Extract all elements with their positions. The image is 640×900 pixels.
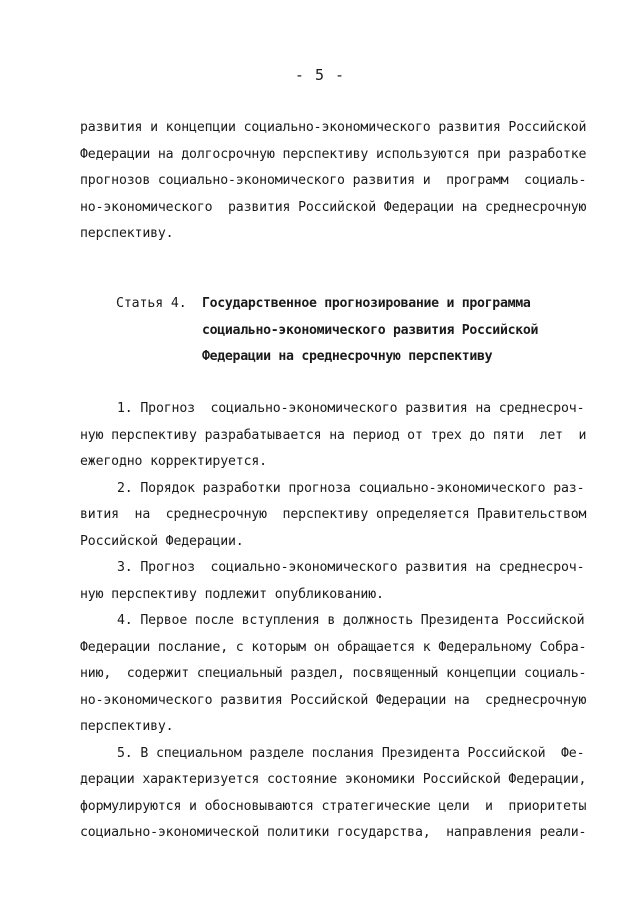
- article-label: Статья 4.: [116, 296, 187, 311]
- article-title-line: Государственное прогнозирование и программа: [202, 296, 531, 311]
- intro-paragraph: [80, 115, 587, 248]
- text-line: 5. В специальном разделе послания Президента Российской Фе-: [117, 745, 585, 761]
- text-line: ную перспективу подлежит опубликованию.: [80, 586, 384, 602]
- paragraph-5: [80, 741, 587, 847]
- text-line: 2. Порядок разработки прогноза социально-экономического раз-: [117, 480, 585, 496]
- text-line: формулируются и обосновываются стратегические цели и приоритеты: [80, 798, 587, 814]
- paragraph-2: [80, 476, 587, 556]
- text-line: развития и концепции социально-экономического развития Российской: [80, 120, 587, 135]
- paragraph-1: [80, 396, 587, 476]
- text-line: но-экономического развития Российской Федерации на среднесрочную: [80, 692, 587, 708]
- text-line: Федерации на долгосрочную перспективу используются при разработке: [80, 146, 587, 162]
- text-line: вития на среднесрочную перспективу определяется Правительством: [80, 507, 587, 522]
- article-title-line: социально-экономического развития Российской: [202, 322, 539, 338]
- text-line: ежегодно корректируется.: [80, 454, 267, 469]
- text-line: социально-экономической политики государства, направления реали-: [80, 825, 587, 840]
- paragraph-4: [80, 608, 587, 741]
- text-line: дерации характеризуется состояние экономики Российской Федерации,: [80, 772, 587, 787]
- text-line: но-экономического развития Российской Федерации на среднесрочную: [80, 199, 587, 215]
- paragraph-3: [80, 555, 585, 608]
- text-line: нию, содержит специальный раздел, посвященный концепции социаль-: [80, 666, 587, 681]
- article-title: [202, 291, 582, 371]
- page-number: - 5 -: [294, 66, 346, 84]
- text-line: прогнозов социально-экономического развития и программ социаль-: [80, 173, 587, 188]
- text-line: 4. Первое после вступления в должность Президента Российской: [117, 613, 585, 628]
- text-line: Федерации послание, с которым он обращается к Федеральному Собра-: [80, 639, 587, 655]
- article-body: [80, 396, 587, 847]
- text-line: ную перспективу разрабатывается на период от трех до пяти лет и: [80, 427, 587, 443]
- text-line: Российской Федерации.: [80, 533, 244, 549]
- text-line: 1. Прогноз социально-экономического развития на среднесроч-: [117, 401, 585, 416]
- article-title-line: Федерации на среднесрочную перспективу: [202, 349, 493, 364]
- text-line: 3. Прогноз социально-экономического развития на среднесроч-: [117, 560, 585, 575]
- text-line: перспективу.: [80, 719, 174, 734]
- text-line: перспективу.: [80, 226, 174, 241]
